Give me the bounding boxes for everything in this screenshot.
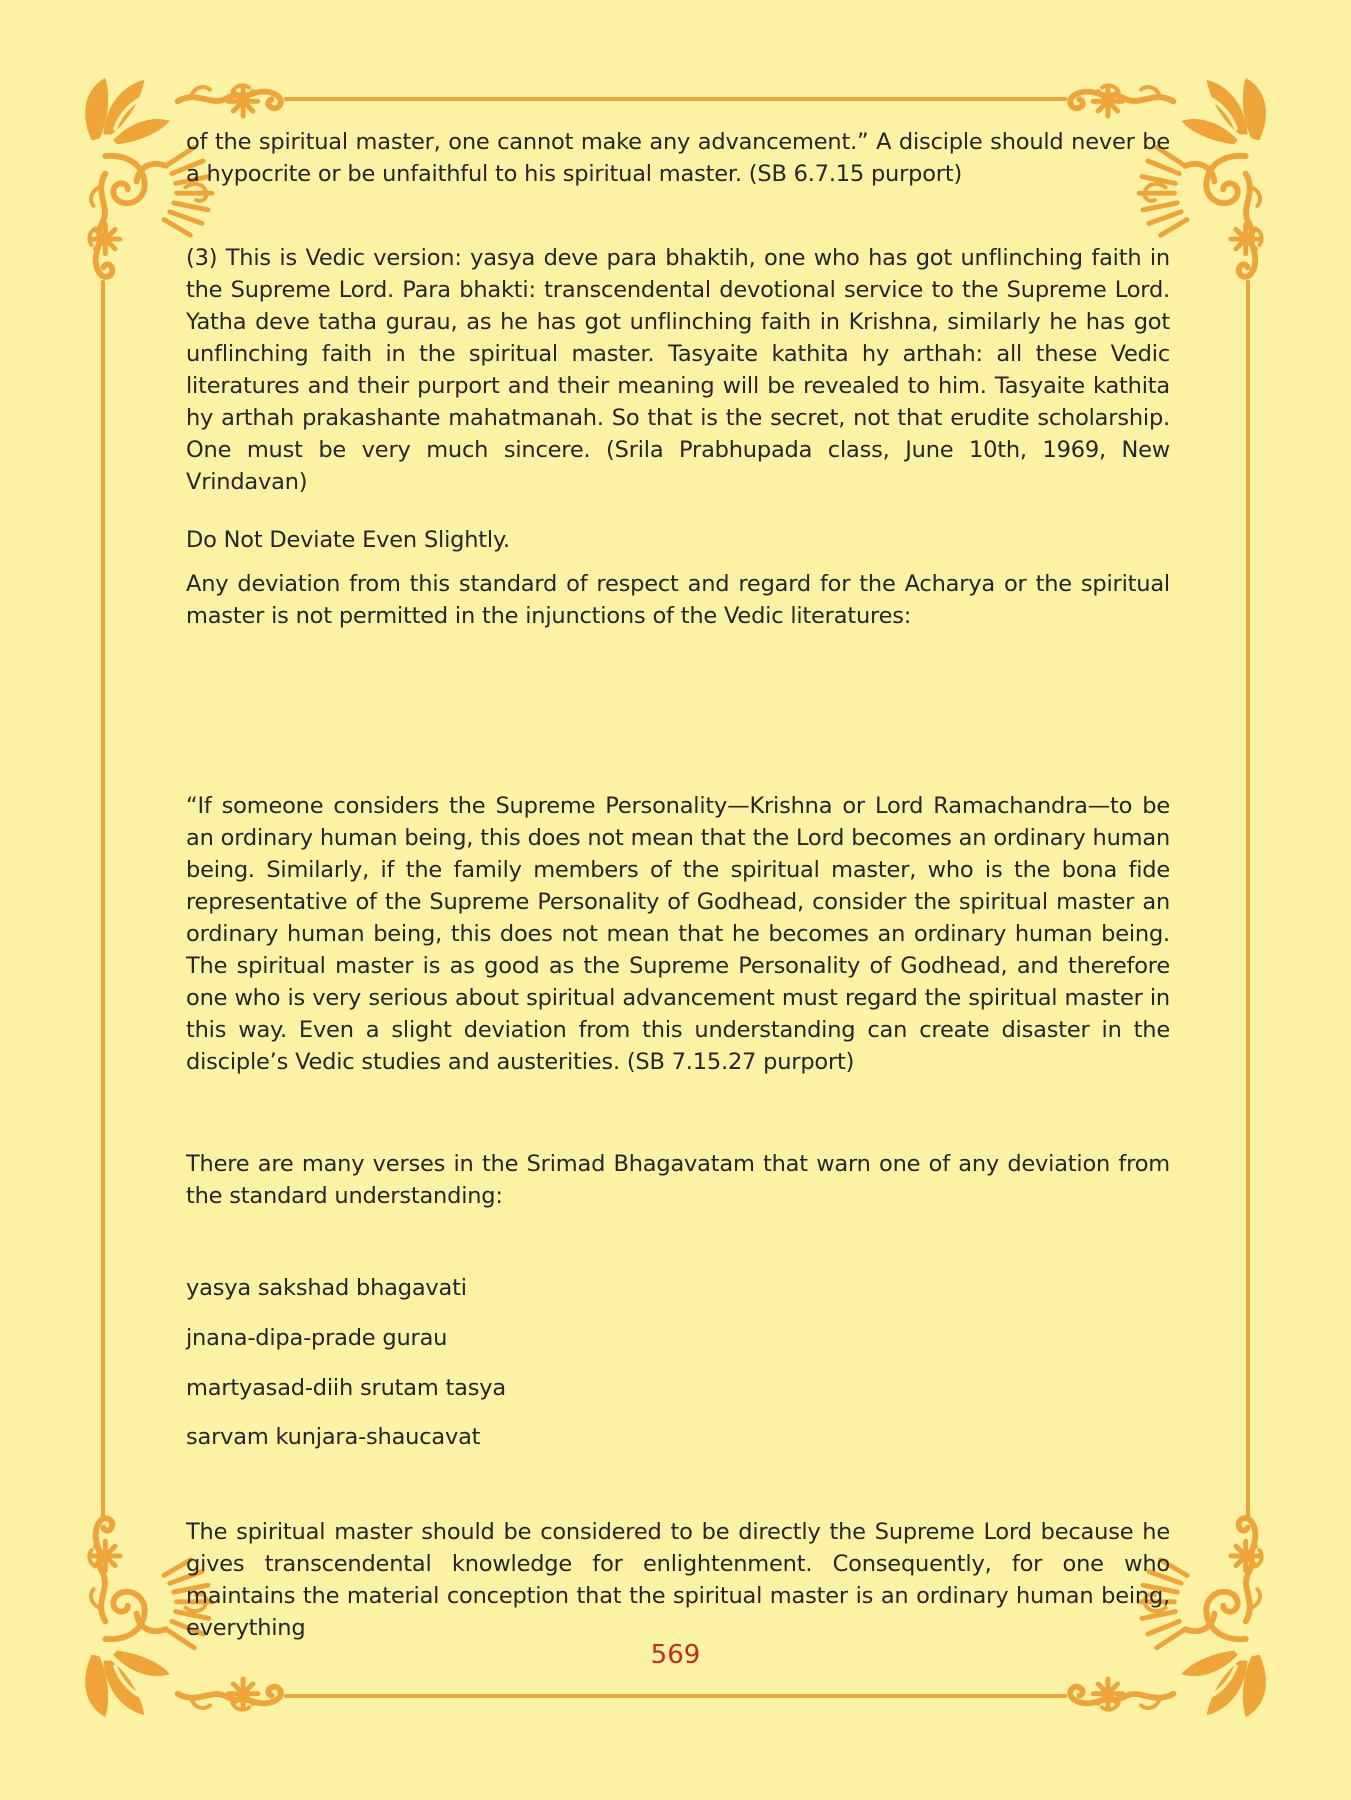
frame-border-left — [101, 280, 105, 1518]
verse-line: martyasad-diih srutam tasya — [186, 1375, 506, 1401]
frame-border-top — [284, 97, 1067, 101]
verse-line: jnana-dipa-prade gurau — [186, 1325, 448, 1351]
verse-line: yasya sakshad bhagavati — [186, 1275, 467, 1301]
section-heading: Do Not Deviate Even Slightly. — [186, 527, 510, 553]
page-number: 569 — [650, 1640, 701, 1670]
body-paragraph: of the spiritual master, one cannot make any advancement.” A disciple should never be a hypocrite or be unfaithful to his spiritual master. (SB 6.7.15 purport) — [186, 129, 1170, 187]
body-paragraph: “If someone considers the Supreme Personality—Krishna or Lord Ramachandra—to be an ordinary human being, this does not mean that the Lord becomes an ordinary human being. Similarly, if the family members of the spiritual master, who is the bona fide representative of the Supreme Personality of Godhead, consider the spiritual master an ordinary human being, this does not mean that he becomes an ordinary human being. The spiritual master is as good as the Supreme Personality of Godhead, and therefore one who is very serious about spiritual advancement must regard the spiritual master in this way. Even a slight deviation from this understanding can create disaster in the disciple’s Vedic studies and austerities. (SB 7.15.27 purport) — [186, 793, 1170, 1075]
body-paragraph: There are many verses in the Srimad Bhagavatam that warn one of any deviation from the standard understanding: — [186, 1151, 1170, 1209]
body-paragraph: (3) This is Vedic version: yasya deve para bhaktih, one who has got unflinching faith in the Supreme Lord. Para bhakti: transcendental devotional service to the Supreme Lord. Yatha deve tatha gurau, as he has got unflinching faith in Krishna, similarly he has got unflinching faith in the spiritual master. Tasyaite kathita hy arthah: all these Vedic literatures and their purport and their meaning will be revealed to him. Tasyaite kathita hy arthah prakashante mahatmanah. So that is the secret, not that erudite scholarship. One must be very much sincere. (Srila Prabhupada class, June 10th, 1969, New Vrindavan) — [186, 245, 1170, 495]
frame-border-bottom — [284, 1694, 1067, 1698]
frame-border-right — [1246, 280, 1250, 1518]
body-paragraph: Any deviation from this standard of respect and regard for the Acharya or the spiritual master is not permitted in the injunctions of the Vedic literatures: — [186, 571, 1170, 629]
body-paragraph: The spiritual master should be considered to be directly the Supreme Lord because he gives transcendental knowledge for enlightenment. Consequently, for one who maintains the material conception that the spiritual master is an ordinary human being, everything — [186, 1519, 1170, 1641]
verse-line: sarvam kunjara-shaucavat — [186, 1424, 481, 1450]
page-body — [186, 126, 1170, 1644]
